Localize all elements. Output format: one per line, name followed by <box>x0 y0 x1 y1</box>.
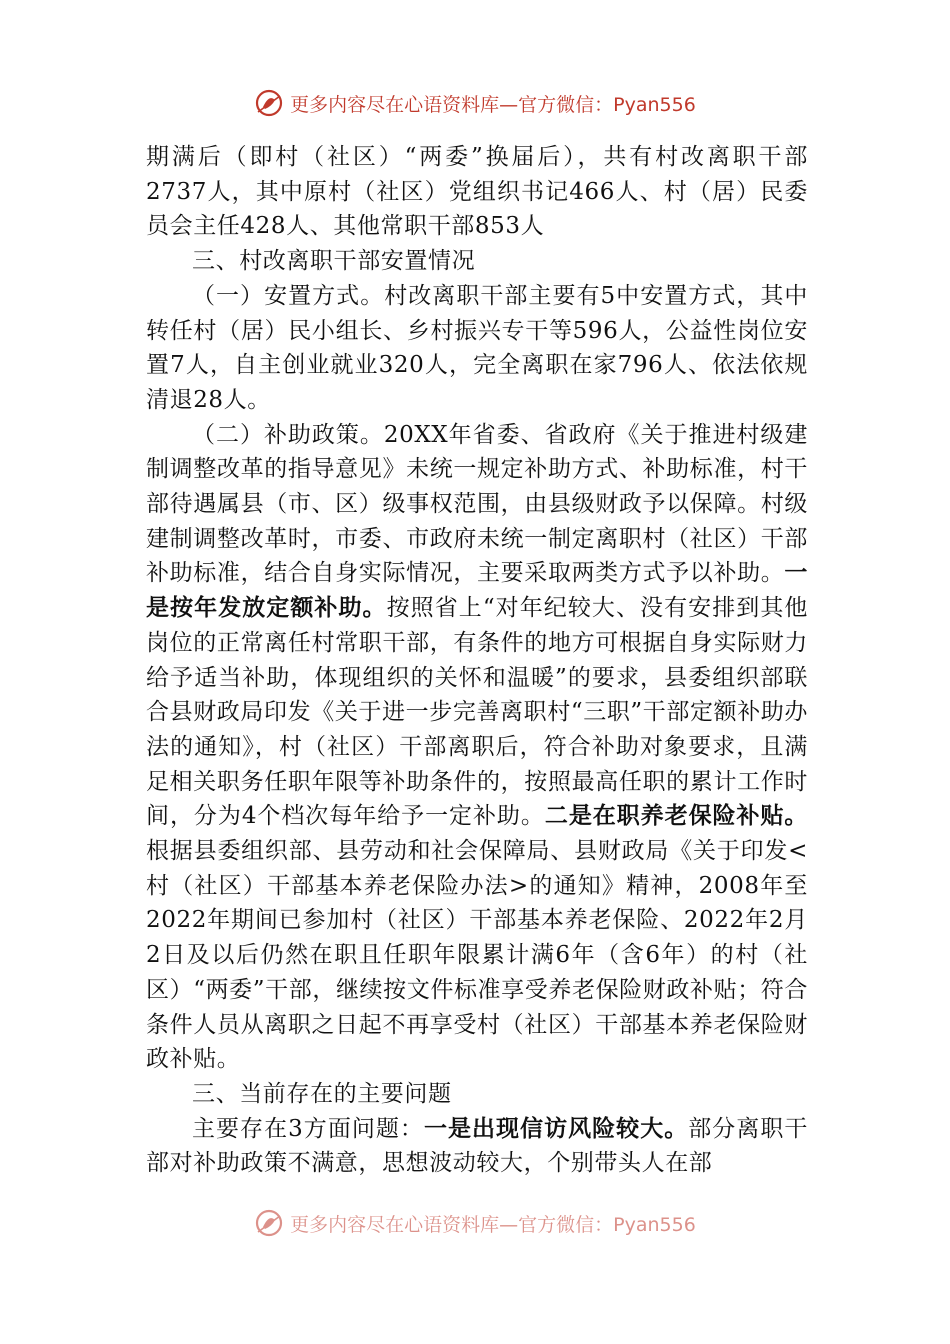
section-heading-problems: 三、当前存在的主要问题 <box>192 1080 452 1107</box>
subsidy-intro: （二）补助政策。20XX年省委、省政府《关于推进村级建制调整改革的指导意见》未统一规定补助方式、补助标准，村干部待遇属县（市、区）级事权范围，由县级财政予以保障。村级建制调整改革时，市委、市政府未统一制定离职村（社区）干部补助标准，结合自身实际情况，主要采取两类方式予以补助。 <box>146 421 808 587</box>
paragraph-continuation: 期满后（即村（社区）“两委”换届后），共有村改离职干部2737人，其中原村（社区）党组织书记466人、村（居）民委员会主任428人、其他常职干部853人 <box>146 144 808 240</box>
subsidy-point-two: 二是在职养老保险补贴。 <box>544 803 808 830</box>
problem-point-one: 一是出现信访风险较大。 <box>423 1115 689 1142</box>
problem-point-one-detail: 部分离职干部对补助政策不满意，思想波动较大，个别带头人在部 <box>146 1115 809 1177</box>
paragraph-resettlement-methods: （一）安置方式。村改离职干部主要有5中安置方式，其中转任村（居）民小组长、乡村振兴专干等596人，公益性岗位安置7人，自主创业就业320人，完全离职在家796人、依法依规清退28人。 <box>146 282 808 413</box>
problems-intro: 主要存在3方面问题： <box>192 1115 424 1142</box>
paragraph-subsidy-policy <box>146 418 808 1077</box>
seal-logo-icon <box>254 88 284 118</box>
subsidy-point-one-detail: 按照省上“对年纪较大、没有安排到其他岗位的正常离任村常职干部，有条件的地方可根据自身实际财力给予适当补助，体现组织的关怀和温暖”的要求，县委组织部联合县财政局印发《关于进一步完善离职村“三职”干部定额补助办法的通知》，村（社区）干部离职后，符合补助对象要求，且满足相关职务任职年限等补助条件的，按照最高任职的累计工作时间，分为4个档次每年给予一定补助。 <box>146 595 808 830</box>
paragraph-problems <box>146 1112 808 1181</box>
watermark-text: 更多内容尽在心语资料库—官方微信：Pyan556 <box>290 93 696 116</box>
watermark-text: 更多内容尽在心语资料库—官方微信：Pyan556 <box>290 1213 696 1236</box>
subsidy-point-one: 一是按年发放定额补助。 <box>146 560 808 622</box>
section-heading-resettlement: 三、村改离职干部安置情况 <box>192 248 476 275</box>
subsidy-point-two-detail: 根据县委组织部、县劳动和社会保障局、县财政局《关于印发<村（社区）干部基本养老保险办法>的通知》精神，2008年至2022年期间已参加村（社区）干部基本养老保险、2022年2月2日及以后仍然在职且任职年限累计满6年（含6年）的村（社区）“两委”干部，继续按文件标准享受养老保险财政补贴；符合条件人员从离职之日起不再享受村（社区）干部基本养老保险财政补贴。 <box>146 838 808 1073</box>
document-body <box>146 140 808 1181</box>
seal-logo-icon <box>254 1208 284 1238</box>
watermark-footer <box>0 1208 950 1238</box>
watermark-header <box>0 88 950 118</box>
